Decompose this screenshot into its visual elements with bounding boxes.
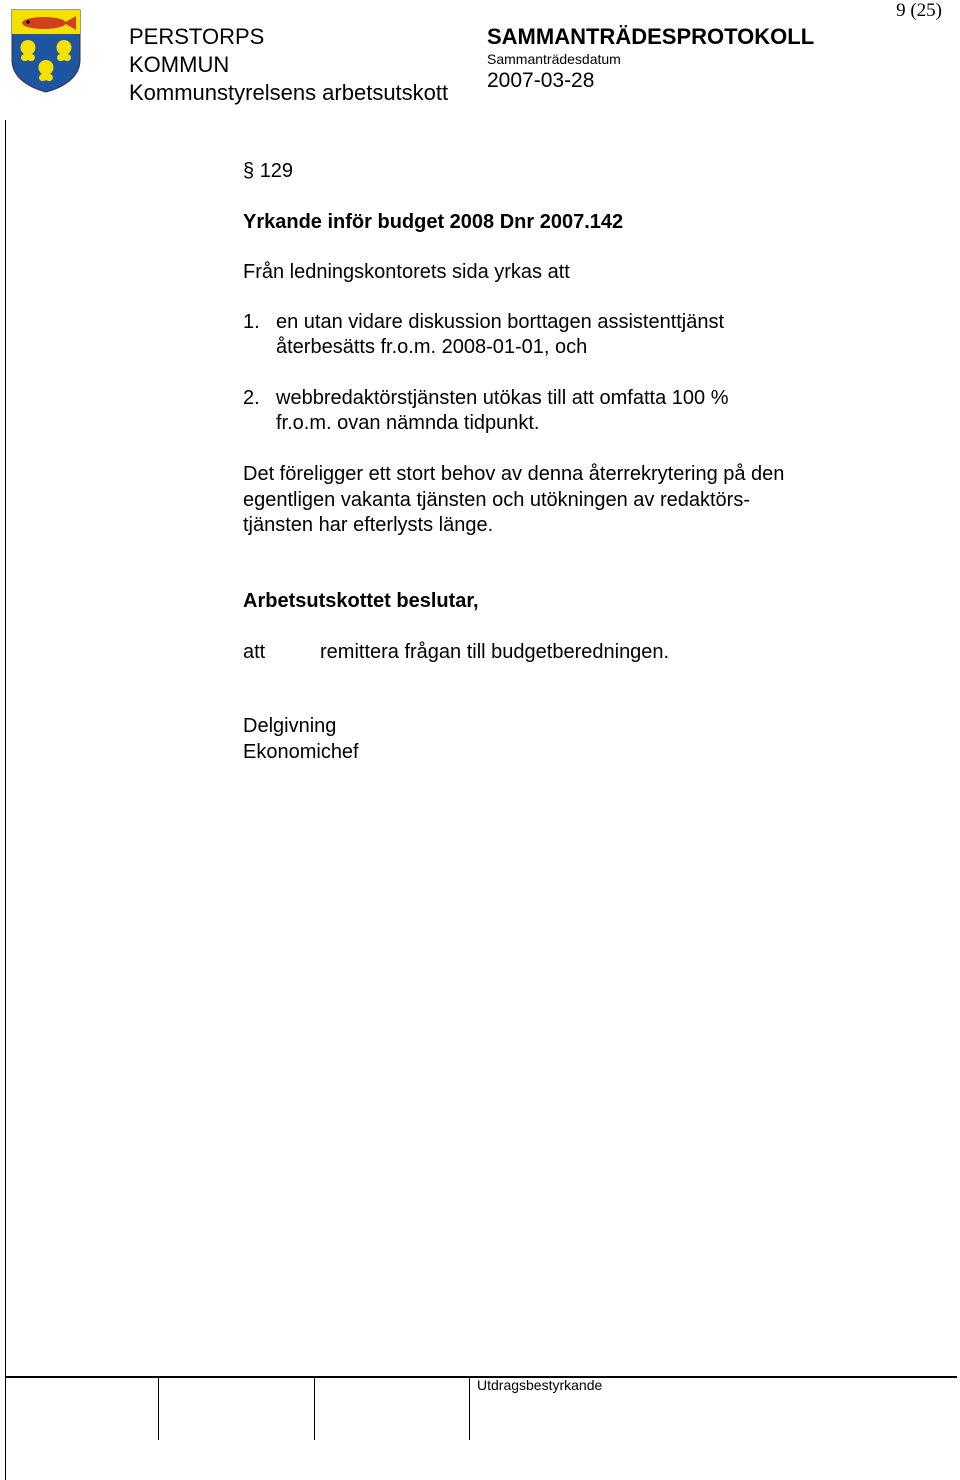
list-item-text-line-1: en utan vidare diskussion borttagen assistenttjänst xyxy=(276,311,725,333)
organization-line-3: Kommunstyrelsens arbetsutskott xyxy=(129,80,449,105)
decision-text: remittera frågan till budgetberedningen. xyxy=(320,641,670,663)
protocol-header xyxy=(487,23,814,95)
motivation-line: tjänsten har efterlysts länge. xyxy=(243,514,494,536)
signature-box-divider xyxy=(469,1377,470,1440)
excerpt-certification-label: Utdragsbestyrkande xyxy=(477,1377,603,1393)
signature-box-divider xyxy=(314,1377,315,1440)
motivation-line: Det föreligger ett stort behov av denna återrekrytering på den xyxy=(243,463,785,485)
list-item-text-line-1: webbredaktörstjänsten utökas till att omfatta 100 % xyxy=(276,387,729,409)
meeting-date: 2007-03-28 xyxy=(487,69,595,92)
organization-name xyxy=(129,23,448,107)
distribution-list xyxy=(243,714,359,765)
organization-line-2: KOMMUN xyxy=(129,52,230,77)
section-sign: § xyxy=(243,160,255,182)
decision-att: att xyxy=(243,641,266,663)
date-label: Sammanträdesdatum xyxy=(487,51,621,67)
distribution-recipient: Ekonomichef xyxy=(243,740,359,763)
paragraph-title: Yrkande inför budget 2008 Dnr 2007.142 xyxy=(243,211,624,233)
municipal-coat-of-arms-icon xyxy=(10,8,82,94)
distribution-heading: Delgivning xyxy=(243,715,337,737)
left-margin-rule xyxy=(5,120,6,1480)
signature-box-divider xyxy=(158,1377,159,1440)
document-type: SAMMANTRÄDESPROTOKOLL xyxy=(487,24,815,49)
list-item-text-line-2: fr.o.m. ovan nämnda tidpunkt. xyxy=(276,412,540,434)
intro-text: Från ledningskontorets sida yrkas att xyxy=(243,261,570,283)
motivation-text xyxy=(243,462,784,539)
organization-line-1: PERSTORPS xyxy=(129,24,265,49)
motivation-line: egentligen vakanta tjänsten och utökningen av redaktörs- xyxy=(243,488,751,511)
list-item-number: 2. xyxy=(243,387,260,409)
paragraph-number-value: 129 xyxy=(259,160,294,182)
list-item-number: 1. xyxy=(243,311,260,333)
list-item-text-line-2: återbesätts fr.o.m. 2008-01-01, och xyxy=(276,336,588,358)
paragraph-number xyxy=(243,158,293,184)
decision-heading: Arbetsutskottet beslutar, xyxy=(243,590,479,612)
page-number: 9 (25) xyxy=(896,0,942,21)
